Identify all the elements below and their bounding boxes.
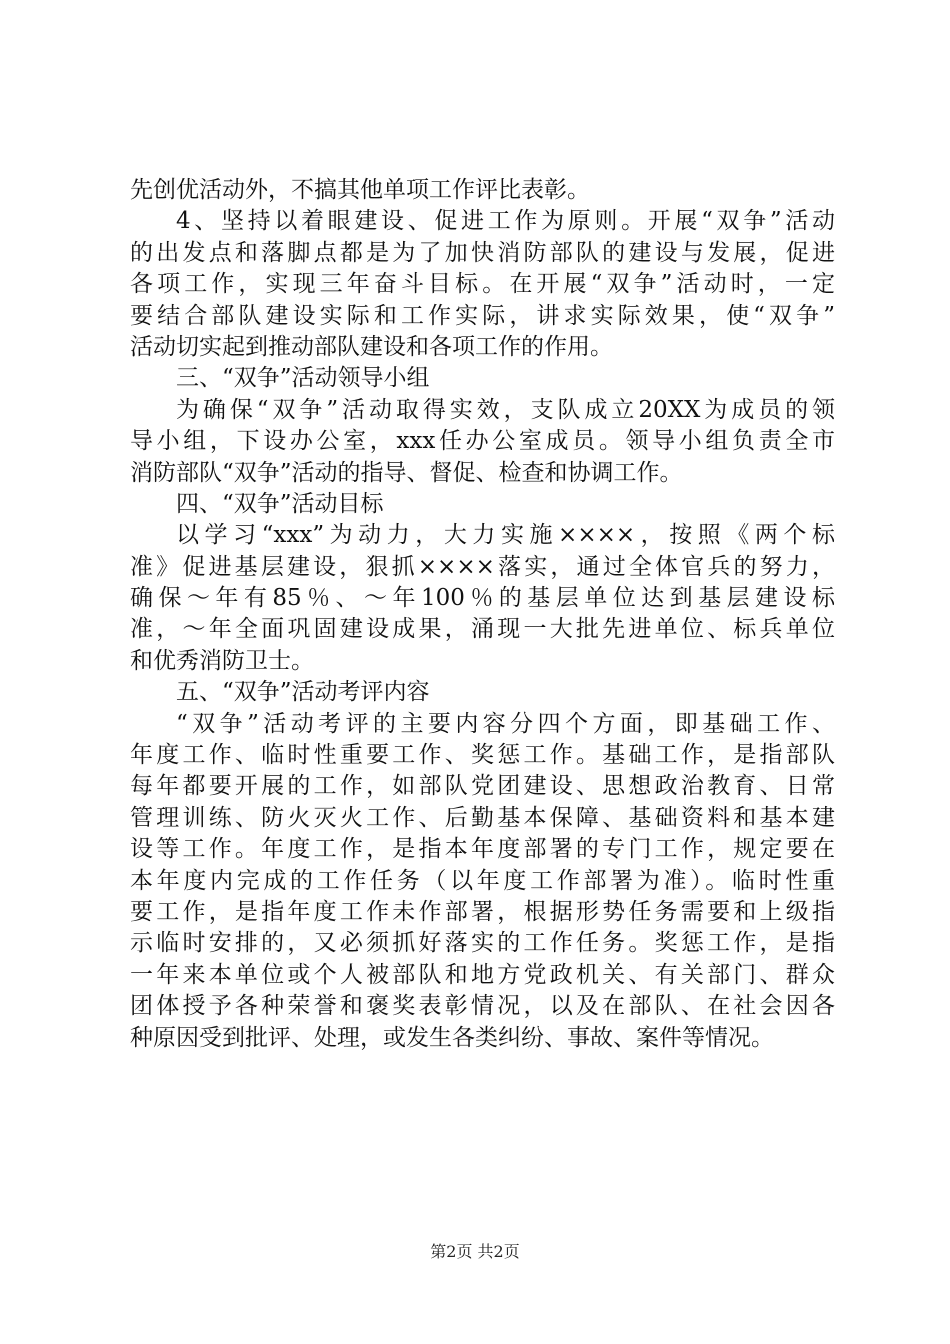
paragraph-line: 管理训练、防火灭火工作、后勤基本保障、基础资料和基本建 <box>130 804 835 831</box>
paragraph-line: 的出发点和落脚点都是为了加快消防部队的建设与发展，促进 <box>130 239 835 266</box>
paragraph-line: 消防部队“双争”活动的指导、督促、检查和协调工作。 <box>130 459 683 486</box>
section-heading: 四、“双争”活动目标 <box>176 490 384 517</box>
section-heading: 三、“双争”活动领导小组 <box>176 365 430 392</box>
page-number-label: 第2页 共2页 <box>430 1242 520 1261</box>
section-heading: 五、“双争”活动考评内容 <box>176 679 430 706</box>
paragraph-line: 准，～年全面巩固建设成果，涌现一大批先进单位、标兵单位 <box>130 616 835 643</box>
paragraph-line: 各项工作，实现三年奋斗目标。在开展“双争”活动时，一定 <box>130 271 835 298</box>
paragraph-line: “双争”活动考评的主要内容分四个方面，即基础工作、 <box>176 710 835 737</box>
paragraph-line: 为确保“双争”活动取得实效，支队成立20XX为成员的领 <box>176 396 835 423</box>
paragraph-line: 准》促进基层建设，狠抓××××落实，通过全体官兵的努力， <box>130 553 835 580</box>
paragraph-line: 导小组，下设办公室，xxx任办公室成员。领导小组负责全市 <box>130 428 835 455</box>
paragraph-line: 每年都要开展的工作，如部队党团建设、思想政治教育、日常 <box>130 773 835 800</box>
paragraph-line: 4、坚持以着眼建设、促进工作为原则。开展“双争”活动 <box>176 208 835 235</box>
paragraph-line: 年度工作、临时性重要工作、奖惩工作。基础工作，是指部队 <box>130 742 835 769</box>
paragraph-line: 以学习“xxx”为动力，大力实施××××，按照《两个标 <box>176 522 835 549</box>
paragraph-line: 设等工作。年度工作，是指本年度部署的专门工作，规定要在 <box>130 836 835 863</box>
paragraph-line: 先创优活动外，不搞其他单项工作评比表彰。 <box>130 177 590 203</box>
paragraph-line: 团体授予各种荣誉和褒奖表彰情况，以及在部队、在社会因各 <box>130 993 835 1020</box>
paragraph-line: 和优秀消防卫士。 <box>130 647 314 674</box>
paragraph-line: 要工作，是指年度工作未作部署，根据形势任务需要和上级指 <box>130 898 835 925</box>
paragraph-line: 本年度内完成的工作任务（以年度工作部署为准）。临时性重 <box>130 867 835 894</box>
paragraph-line: 示临时安排的，又必须抓好落实的工作任务。奖惩工作，是指 <box>130 930 835 957</box>
paragraph-line: 要结合部队建设实际和工作实际，讲求实际效果，使“双争” <box>130 302 835 329</box>
page-footer <box>0 1242 950 1262</box>
paragraph-line: 确保～年有85％、～年100％的基层单位达到基层建设标 <box>130 585 835 612</box>
paragraph-line: 种原因受到批评、处理，或发生各类纠纷、事故、案件等情况。 <box>130 1024 774 1051</box>
paragraph-line: 一年来本单位或个人被部队和地方党政机关、有关部门、群众 <box>130 961 835 988</box>
paragraph-line: 活动切实起到推动部队建设和各项工作的作用。 <box>130 333 613 360</box>
document-body <box>130 175 835 1054</box>
